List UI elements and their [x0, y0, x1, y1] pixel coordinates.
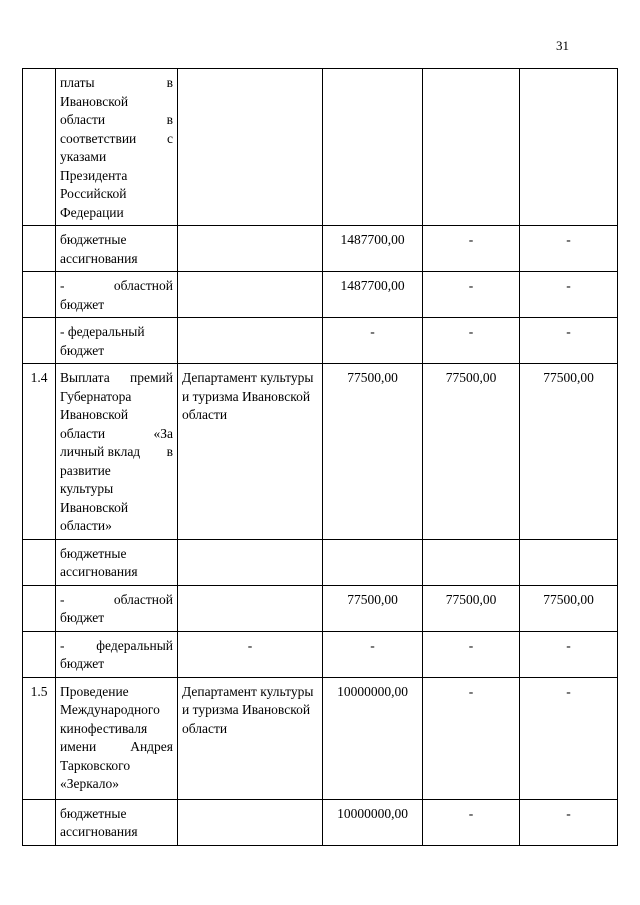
row-amount-2: -	[423, 631, 520, 677]
row-amount-3: -	[520, 272, 618, 318]
row-amount-1	[323, 69, 423, 226]
row-name	[56, 631, 178, 677]
row-number	[23, 272, 56, 318]
row-name-line: - федеральный	[60, 637, 173, 653]
row-department	[178, 539, 323, 585]
row-name-line: платы в	[60, 75, 173, 90]
row-name-line: личный вклад в	[60, 444, 173, 459]
row-name-line: - федеральный	[60, 324, 145, 339]
table-row	[23, 585, 618, 631]
row-amount-2: -	[423, 799, 520, 845]
row-name-line: бюджетные	[60, 232, 127, 247]
table-row	[23, 631, 618, 677]
row-number	[23, 318, 56, 364]
row-amount-1	[323, 539, 423, 585]
row-name	[56, 364, 178, 540]
row-number	[23, 226, 56, 272]
row-name	[56, 69, 178, 226]
row-name-line: указами	[60, 149, 107, 164]
row-name-line: - областной	[60, 591, 173, 607]
row-amount-1: 1487700,00	[323, 226, 423, 272]
row-amount-3: -	[520, 677, 618, 799]
row-amount-3: -	[520, 799, 618, 845]
page-number: 31	[556, 38, 569, 53]
row-name-line: Российской	[60, 186, 127, 201]
row-department	[178, 585, 323, 631]
row-number	[23, 69, 56, 226]
row-department	[178, 226, 323, 272]
row-number	[23, 585, 56, 631]
row-amount-1: -	[323, 631, 423, 677]
row-number	[23, 631, 56, 677]
row-department	[178, 318, 323, 364]
row-amount-2: -	[423, 272, 520, 318]
row-name	[56, 539, 178, 585]
row-name-line: имени Андрея	[60, 739, 173, 754]
row-name-line: Тарковского	[60, 757, 131, 773]
row-name-line: ассигнования	[60, 250, 138, 266]
row-department	[178, 69, 323, 226]
row-number: 1.4	[23, 364, 56, 540]
row-name-line: Ивановской	[60, 93, 129, 109]
table-row	[23, 318, 618, 364]
row-name-line: Губернатора	[60, 388, 132, 404]
row-name-line: бюджет	[60, 610, 105, 625]
row-name-line: Международного	[60, 702, 160, 717]
row-amount-2: -	[423, 318, 520, 364]
row-amount-2	[423, 539, 520, 585]
table-row	[23, 364, 618, 540]
row-amount-1: 77500,00	[323, 585, 423, 631]
row-name-line: бюджет	[60, 656, 105, 671]
row-amount-3: -	[520, 631, 618, 677]
row-name-line: ассигнования	[60, 824, 138, 839]
table-row	[23, 226, 618, 272]
table-row	[23, 677, 618, 799]
row-name-line: области «За	[60, 425, 173, 441]
row-name-line: области»	[60, 518, 112, 533]
table-row	[23, 272, 618, 318]
row-department: -	[178, 631, 323, 677]
table-row	[23, 69, 618, 226]
row-department: Департамент культуры и туризма Ивановской области	[178, 364, 323, 540]
row-name-line: кинофестиваля	[60, 720, 148, 736]
row-amount-2: -	[423, 677, 520, 799]
row-name-line: «Зеркало»	[60, 776, 119, 791]
budget-table-body	[23, 69, 618, 846]
row-name	[56, 585, 178, 631]
row-name-line: области в	[60, 112, 173, 127]
row-amount-1: 77500,00	[323, 364, 423, 540]
row-name-line: бюджетные	[60, 545, 127, 561]
row-name-line: соответствии с	[60, 130, 173, 146]
row-name	[56, 318, 178, 364]
row-name-line: бюджет	[60, 296, 105, 312]
row-amount-2: 77500,00	[423, 585, 520, 631]
row-name	[56, 799, 178, 845]
row-amount-1: 10000000,00	[323, 677, 423, 799]
row-name-line: Ивановской	[60, 499, 129, 515]
row-name-line: Проведение	[60, 683, 129, 699]
row-amount-1: 1487700,00	[323, 272, 423, 318]
row-name-line: развитие	[60, 462, 111, 478]
row-name-line: Ивановской	[60, 407, 129, 422]
row-amount-2	[423, 69, 520, 226]
row-name-line: ассигнования	[60, 564, 138, 579]
row-name-line: - областной	[60, 278, 173, 293]
row-number	[23, 799, 56, 845]
row-number	[23, 539, 56, 585]
row-amount-3: 77500,00	[520, 585, 618, 631]
row-amount-3	[520, 539, 618, 585]
row-name	[56, 677, 178, 799]
row-number: 1.5	[23, 677, 56, 799]
row-name-line: бюджетные	[60, 805, 127, 821]
table-row	[23, 799, 618, 845]
row-name	[56, 272, 178, 318]
row-department	[178, 272, 323, 318]
row-amount-3: -	[520, 226, 618, 272]
row-amount-1: -	[323, 318, 423, 364]
row-amount-3: -	[520, 318, 618, 364]
row-amount-2: -	[423, 226, 520, 272]
row-amount-3: 77500,00	[520, 364, 618, 540]
row-department	[178, 799, 323, 845]
row-name-line: культуры	[60, 481, 114, 496]
row-amount-3	[520, 69, 618, 226]
row-name-line: Выплата премий	[60, 370, 173, 385]
row-amount-2: 77500,00	[423, 364, 520, 540]
row-name	[56, 226, 178, 272]
row-name-line: бюджет	[60, 342, 105, 358]
row-name-line: Президента	[60, 167, 128, 183]
table-row	[23, 539, 618, 585]
row-department: Департамент культуры и туризма Ивановской области	[178, 677, 323, 799]
row-amount-1: 10000000,00	[323, 799, 423, 845]
row-name-line: Федерации	[60, 204, 124, 220]
budget-table	[22, 68, 618, 846]
